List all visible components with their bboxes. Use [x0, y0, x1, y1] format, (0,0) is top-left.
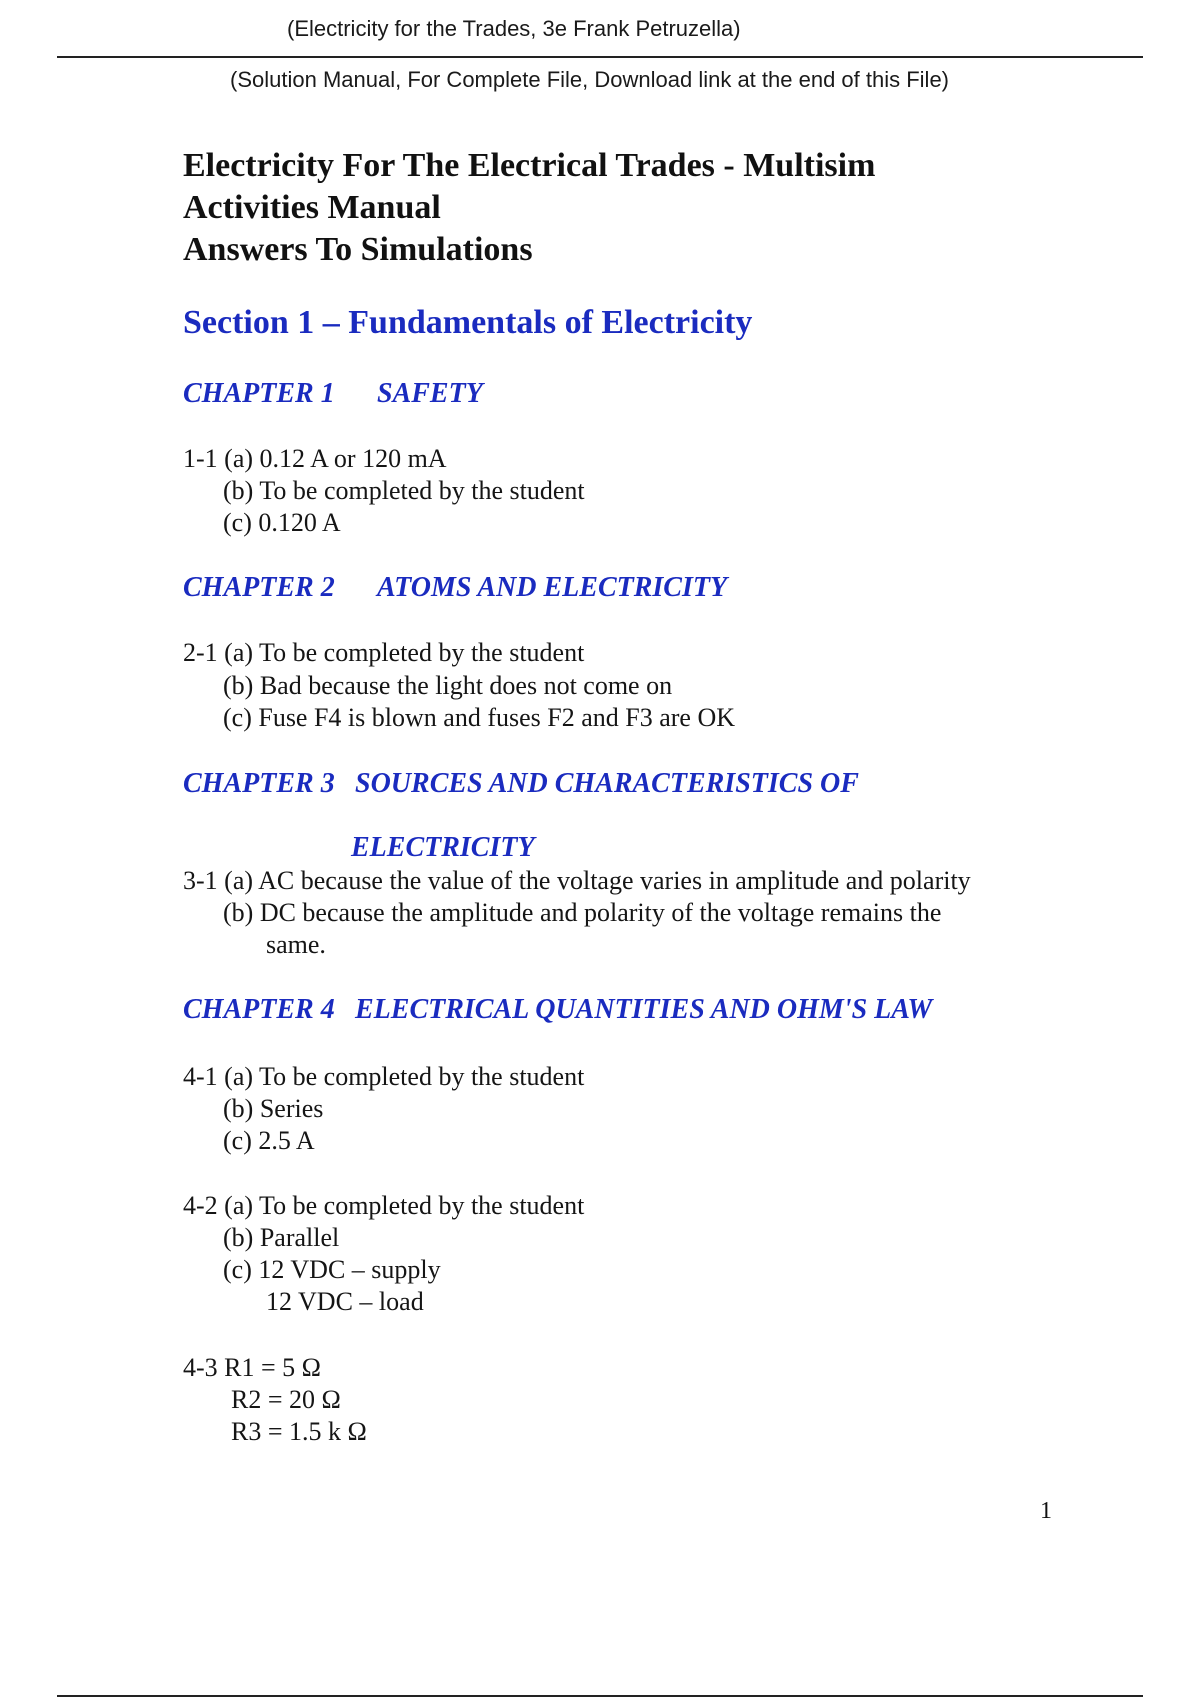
- chapter-2-number: CHAPTER 2: [183, 572, 335, 603]
- answer-3-1-b-continued: same.: [266, 930, 326, 959]
- answer-4-1-c: (c) 2.5 A: [223, 1126, 315, 1155]
- document-title-line-3: Answers To Simulations: [183, 231, 533, 268]
- answer-1-1-c: (c) 0.120 A: [223, 508, 341, 537]
- chapter-3-number: CHAPTER 3: [183, 768, 335, 799]
- footer-divider: [57, 1695, 1143, 1697]
- answer-2-1-c: (c) Fuse F4 is blown and fuses F2 and F3 are OK: [223, 703, 736, 732]
- answer-4-3-r1: 4-3 R1 = 5 Ω: [183, 1353, 321, 1382]
- header-book-title: (Electricity for the Trades, 3e Frank Petruzella): [287, 16, 741, 41]
- chapter-3-title-continued: ELECTRICITY: [351, 832, 535, 863]
- document-title-line-2: Activities Manual: [183, 189, 441, 226]
- answer-4-2-c-load: 12 VDC – load: [266, 1287, 424, 1316]
- answer-2-1-a: 2-1 (a) To be completed by the student: [183, 638, 585, 667]
- chapter-1-number: CHAPTER 1: [183, 378, 335, 409]
- section-title: Section 1 – Fundamentals of Electricity: [183, 304, 753, 341]
- answer-4-1-b: (b) Series: [223, 1094, 324, 1123]
- chapter-2-heading: [183, 572, 728, 604]
- answer-4-2-c: (c) 12 VDC – supply: [223, 1255, 441, 1284]
- answer-3-1-b: (b) DC because the amplitude and polarity of the voltage remains the: [223, 898, 942, 927]
- answer-4-2-a: 4-2 (a) To be completed by the student: [183, 1191, 585, 1220]
- chapter-1-title: SAFETY: [377, 378, 483, 409]
- answer-4-2-b: (b) Parallel: [223, 1223, 340, 1252]
- answer-4-3-r2: R2 = 20 Ω: [231, 1385, 341, 1414]
- answer-4-3-r3: R3 = 1.5 k Ω: [231, 1417, 367, 1446]
- answer-1-1-a: 1-1 (a) 0.12 A or 120 mA: [183, 444, 447, 473]
- page-number: 1: [1040, 1498, 1052, 1524]
- chapter-3-heading: [183, 768, 859, 800]
- chapter-4-heading: [183, 994, 933, 1026]
- chapter-1-heading: [183, 378, 483, 410]
- header-download-note: (Solution Manual, For Complete File, Download link at the end of this File): [230, 67, 950, 92]
- document-title-line-1: Electricity For The Electrical Trades - Multisim: [183, 147, 876, 184]
- answer-4-1-a: 4-1 (a) To be completed by the student: [183, 1062, 585, 1091]
- answer-2-1-b: (b) Bad because the light does not come on: [223, 671, 673, 700]
- answer-3-1-a: 3-1 (a) AC because the value of the voltage varies in amplitude and polarity: [183, 866, 971, 895]
- chapter-4-number: CHAPTER 4: [183, 994, 335, 1025]
- answer-1-1-b: (b) To be completed by the student: [223, 476, 585, 505]
- header-divider: [57, 56, 1143, 58]
- chapter-2-title: ATOMS AND ELECTRICITY: [377, 572, 728, 603]
- chapter-3-title: SOURCES AND CHARACTERISTICS OF: [355, 768, 859, 799]
- chapter-4-title: ELECTRICAL QUANTITIES AND OHM'S LAW: [355, 994, 933, 1025]
